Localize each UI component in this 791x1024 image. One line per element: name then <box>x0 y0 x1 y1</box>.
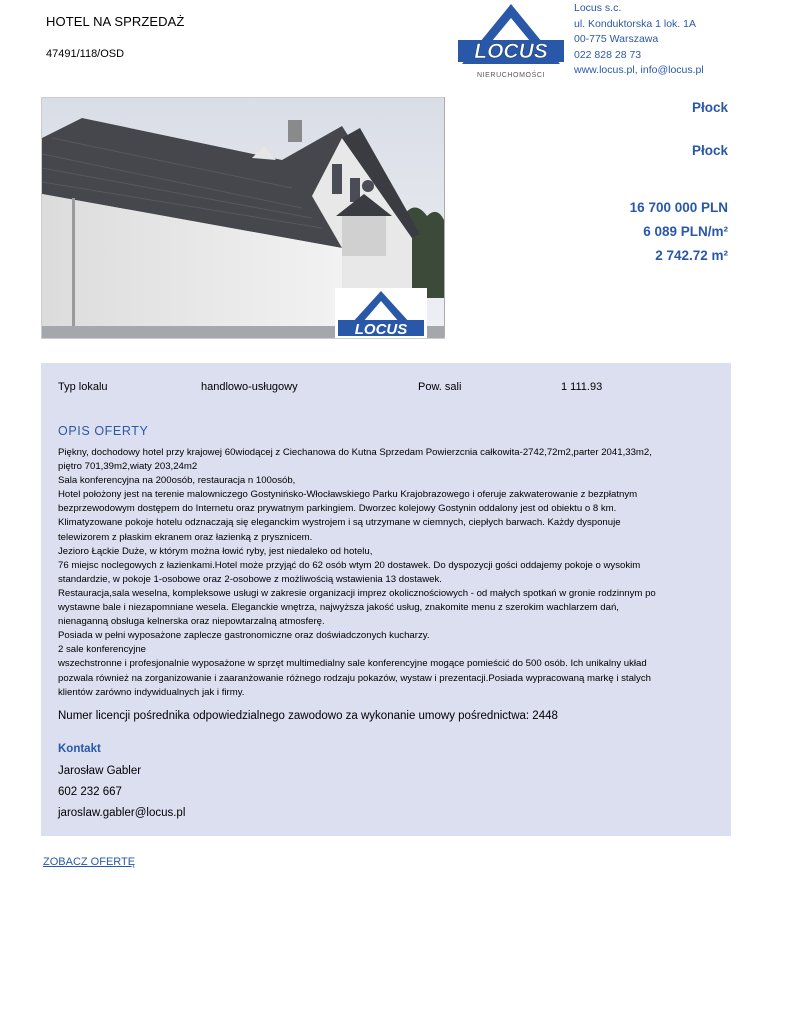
param-label-type: Typ lokalu <box>58 381 108 393</box>
photo-divider <box>444 97 445 337</box>
broker-license-number: Numer licencji pośrednika odpowiedzialnego zawodowo za wykonanie umowy pośrednictwa: 2448 <box>58 710 558 722</box>
agency-phone: 022 828 28 73 <box>574 48 642 61</box>
agency-contact-block <box>574 1 704 79</box>
agency-street: ul. Konduktorska 1 lok. 1A <box>574 17 696 30</box>
agency-web[interactable]: www.locus.pl, info@locus.pl <box>574 64 704 76</box>
contact-phone: 602 232 667 <box>58 786 122 798</box>
locus-logo-graphic <box>458 2 564 84</box>
description-line: Hotel położony jest na terenie malowniczego Gostynińsko-Włocławskiego Parku Krajobrazowego i oferuje zakwaterowanie z bezpłatnym <box>58 489 638 501</box>
description-line: telewizorem z płaskim ekranem oraz łazienką z prysznicem. <box>58 531 313 543</box>
description-line: wszechstronne i profesjonalnie wyposażone w sprzęt multimedialny sale konferencyjne mogące pomieścić do 500 osób. Ich unikalny układ <box>58 658 647 670</box>
locus-logo <box>458 2 564 84</box>
document-title: HOTEL NA SPRZEDAŻ <box>46 14 185 29</box>
description-line: 76 miejsc noclegowych z łazienkami.Hotel może przyjąć do 62 osób wtym 20 dostawek. Do dyspozycji gości oddajemy pokoje o wysokim <box>58 559 641 571</box>
description-line: standardzie, w pokoje 1-osobowe oraz 2-osobowe z możliwością wstawienia 13 dostawek. <box>58 573 442 585</box>
price-per-m2: 6 089 PLN/m² <box>643 224 728 239</box>
total-area: 2 742.72 m² <box>655 248 728 263</box>
offer-description-heading: OPIS OFERTY <box>58 424 149 438</box>
contact-heading: Kontakt <box>58 743 101 755</box>
logo-subtitle: NIERUCHOMOŚCI <box>476 72 546 79</box>
logo-wordmark: LOCUS <box>474 40 548 63</box>
hotel-building-illustration <box>42 98 444 338</box>
description-line: klientów zarówno indywidualnych jak i firmy. <box>58 686 245 698</box>
location-city: Płock <box>691 100 728 115</box>
description-line: Restauracja,sala weselna, kompleksowe usługi w zakresie organizacji imprez okolicznościowych - od małych spotkań w gronie rodzinnym po <box>58 587 656 599</box>
param-value-hall-area: 1 111.93 <box>561 381 603 393</box>
description-line: 2 sale konferencyjne <box>58 644 146 656</box>
photo-watermark-logo: LOCUS <box>354 321 408 338</box>
agency-city: 00-775 Warszawa <box>574 33 659 45</box>
description-line: bezprzewodowym dostępem do Internetu oraz prywatnym parkingiem. Dworzec kolejowy Gostynin oddalony jest od obiektu o 8 km. <box>58 503 617 515</box>
param-value-type: handlowo-usługowy <box>201 381 298 393</box>
description-line: Piękny, dochodowy hotel przy krajowej 60wiodącej z Ciechanowa do Kutna Sprzedam Powierzcnia całkowita-2742,72m2,parter 2041,33m2, <box>58 447 652 458</box>
total-price: 16 700 000 PLN <box>629 200 728 215</box>
agency-name: Locus s.c. <box>574 2 622 14</box>
offer-reference-number: 47491/118/OSD <box>46 48 125 60</box>
description-line: Klimatyzowane pokoje hotelu odznaczają się eleganckim wystrojem i są utrzymane w ciemnych, ciepłych barwach. Każdy dysponuje <box>58 517 621 529</box>
description-line: Sala konferencyjna na 200osób, restauracja n 100osób, <box>58 475 296 487</box>
offer-description <box>58 446 726 700</box>
description-line: piętro 701,39m2,wiaty 203,24m2 <box>58 461 198 473</box>
contact-email[interactable]: jaroslaw.gabler@locus.pl <box>58 807 186 819</box>
description-line: nienaganną obsługa kelnerska oraz niepowtarzalną atmosferę. <box>58 616 325 628</box>
description-line: pozwala również na zorganizowanie i zaaranżowanie różnego rodzaju pokazów, wystaw i prezentacji.Posiada wypracowaną markę i stalych <box>58 672 651 684</box>
description-line: Jezioro Łąckie Duże, w którym można łowić ryby, jest niedaleko od hotelu, <box>58 545 373 557</box>
location-district: Płock <box>691 143 728 158</box>
see-offer-link[interactable]: ZOBACZ OFERTĘ <box>43 856 136 868</box>
description-line: Posiada w pełni wyposażone zaplecze gastronomiczne oraz doświadczonych kucharzy. <box>58 630 430 642</box>
description-line: wystawne bale i niezapomniane wesela. Eleganckie wnętrza, najwyższa jakość usług, znakomite menu z szerokim wachlarzem dań, <box>58 602 619 614</box>
contact-name: Jarosław Gabler <box>58 765 142 777</box>
property-photo <box>41 97 445 339</box>
param-label-hall-area: Pow. sali <box>418 381 462 393</box>
